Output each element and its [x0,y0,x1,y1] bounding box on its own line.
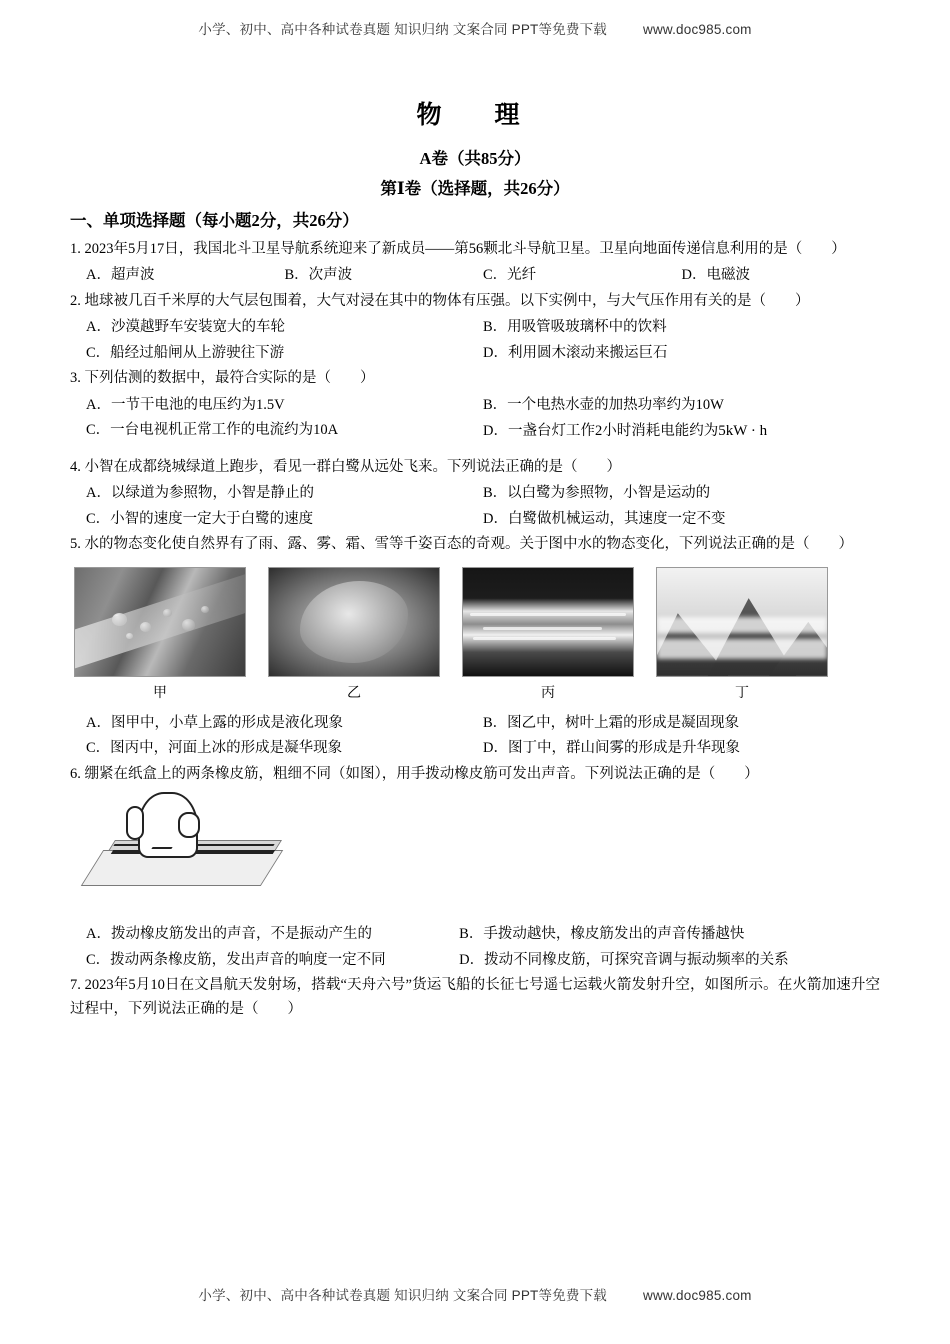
option-b: B．手拨动越快，橡皮筋发出的声音传播越快 [459,926,745,943]
option-row [70,923,880,946]
option-c: C．图丙中，河面上冰的形成是凝华现象 [86,740,343,757]
option-row [70,264,880,287]
question-stem: 5. 水的物态变化使自然界有了雨、露、雾、霜、雪等千姿百态的奇观。关于图中水的物态变化，下列说法正确的是（ ） [70,536,853,553]
option-row [70,508,880,531]
figure-caption: 丁 [735,685,749,701]
option-b: B．以白鹭为参照物，小智是运动的 [483,485,711,502]
option-d [483,419,880,443]
option-b: B．用吸管吸玻璃杯中的饮料 [483,319,667,336]
band-pluck-point [151,847,172,849]
option-c: C．船经过船闸从上游驶往下游 [86,344,285,361]
photo-dew-on-grass [74,567,246,677]
photo-mist-in-mountains [656,567,828,677]
option-d: D．白鹭做机械运动，其速度一定不变 [483,510,726,527]
option-a: A．以绿道为参照物，小智是静止的 [86,485,314,502]
option-d-unit: 5kW · h [718,423,768,440]
option-d-text: D．一盏台灯工作2小时消耗电能约为 [483,423,719,440]
watermark-url: www.doc985.com [643,22,752,37]
option-d: D．利用圆木滚动来搬运巨石 [483,344,668,361]
photo-frost-on-leaf [268,567,440,677]
figure-cell [268,567,440,702]
option-a: A．一节干电池的电压约为1.5V [86,396,285,413]
question-stem: 3. 下列估测的数据中，最符合实际的是（ ） [70,370,375,387]
question-stem: 4. 小智在成都绕城绿道上跑步，看见一群白鹭从远处飞来。下列说法正确的是（ ） [70,458,621,475]
option-b: B．一个电热水壶的加热功率约为10W [483,396,724,413]
option-c: C．拨动两条橡皮筋，发出声音的响度一定不同 [86,951,386,968]
figure-cell [656,567,828,702]
option-row [70,737,880,760]
question-stem: 7. 2023年5月10日在文昌航天发射场，搭载“天舟六号”货运飞船的长征七号遥七运载火箭发射升空，如图所示。在火箭加速升空过程中，下列说法正确的是（ ） [70,977,880,1017]
option-d: D．电磁波 [681,267,750,284]
option-row [70,712,880,735]
option-a: A．图甲中，小草上露的形成是液化现象 [86,714,343,731]
option-row [70,342,880,365]
option-row [70,482,880,505]
figure-row [74,567,880,702]
question-stem: 2. 地球被几百千米厚的大气层包围着，大气对浸在其中的物体有压强。以下实例中，与大气压作用有关的是（ ） [70,292,810,309]
part-label: 第Ⅰ卷（选择题，共26分） [380,179,570,198]
figure-cell [74,567,246,702]
option-row [70,419,880,443]
question-stem: 6. 绷紧在纸盒上的两条橡皮筋，粗细不同（如图），用手拨动橡皮筋可发出声音。下列说法正确的是（ ） [70,765,759,782]
question-stem: 1. 2023年5月17日，我国北斗卫星导航系统迎来了新成员——第56颗北斗导航卫星。卫星向地面传递信息利用的是（ ） [70,241,846,257]
watermark-top [0,18,950,38]
option-row [70,949,880,972]
watermark-text: 小学、初中、高中各种试卷真题 知识归纳 文案合同 PPT等免费下载 [198,22,607,37]
section-heading: 一、单项选择题（每小题2分，共26分） [70,211,359,230]
option-d: D．拨动不同橡皮筋，可探究音调与振动频率的关系 [459,951,789,968]
option-b: B．次声波 [284,267,353,284]
option-c: C．一台电视机正常工作的电流约为10A [86,422,339,439]
thumb-icon [178,812,200,838]
photo-ice-on-river [462,567,634,677]
watermark-url: www.doc985.com [643,1288,752,1303]
option-c: C．光纤 [483,267,537,284]
finger-icon [126,806,144,840]
option-b: B．图乙中，树叶上霜的形成是凝固现象 [483,714,740,731]
figure-caption: 丙 [541,685,555,701]
watermark-text: 小学、初中、高中各种试卷真题 知识归纳 文案合同 PPT等免费下载 [198,1288,607,1303]
option-c: C．小智的速度一定大于白鹭的速度 [86,510,314,527]
figure-cell [462,567,634,702]
watermark-bottom [0,1284,950,1304]
figure-caption: 甲 [153,685,167,701]
page-title: 物 理 [416,102,534,129]
document-content [70,95,880,1024]
volume-label: A卷（共85分） [419,149,531,168]
option-row [70,394,880,417]
option-d: D．图丁中，群山间雾的形成是升华现象 [483,740,740,757]
figure-caption: 乙 [347,685,361,701]
option-a: A．沙漠越野车安装宽大的车轮 [86,319,285,336]
option-row [70,316,880,339]
option-a: A．超声波 [86,267,155,284]
figure-rubber-band-box [80,792,280,917]
option-a: A．拨动橡皮筋发出的声音，不是振动产生的 [86,926,372,943]
